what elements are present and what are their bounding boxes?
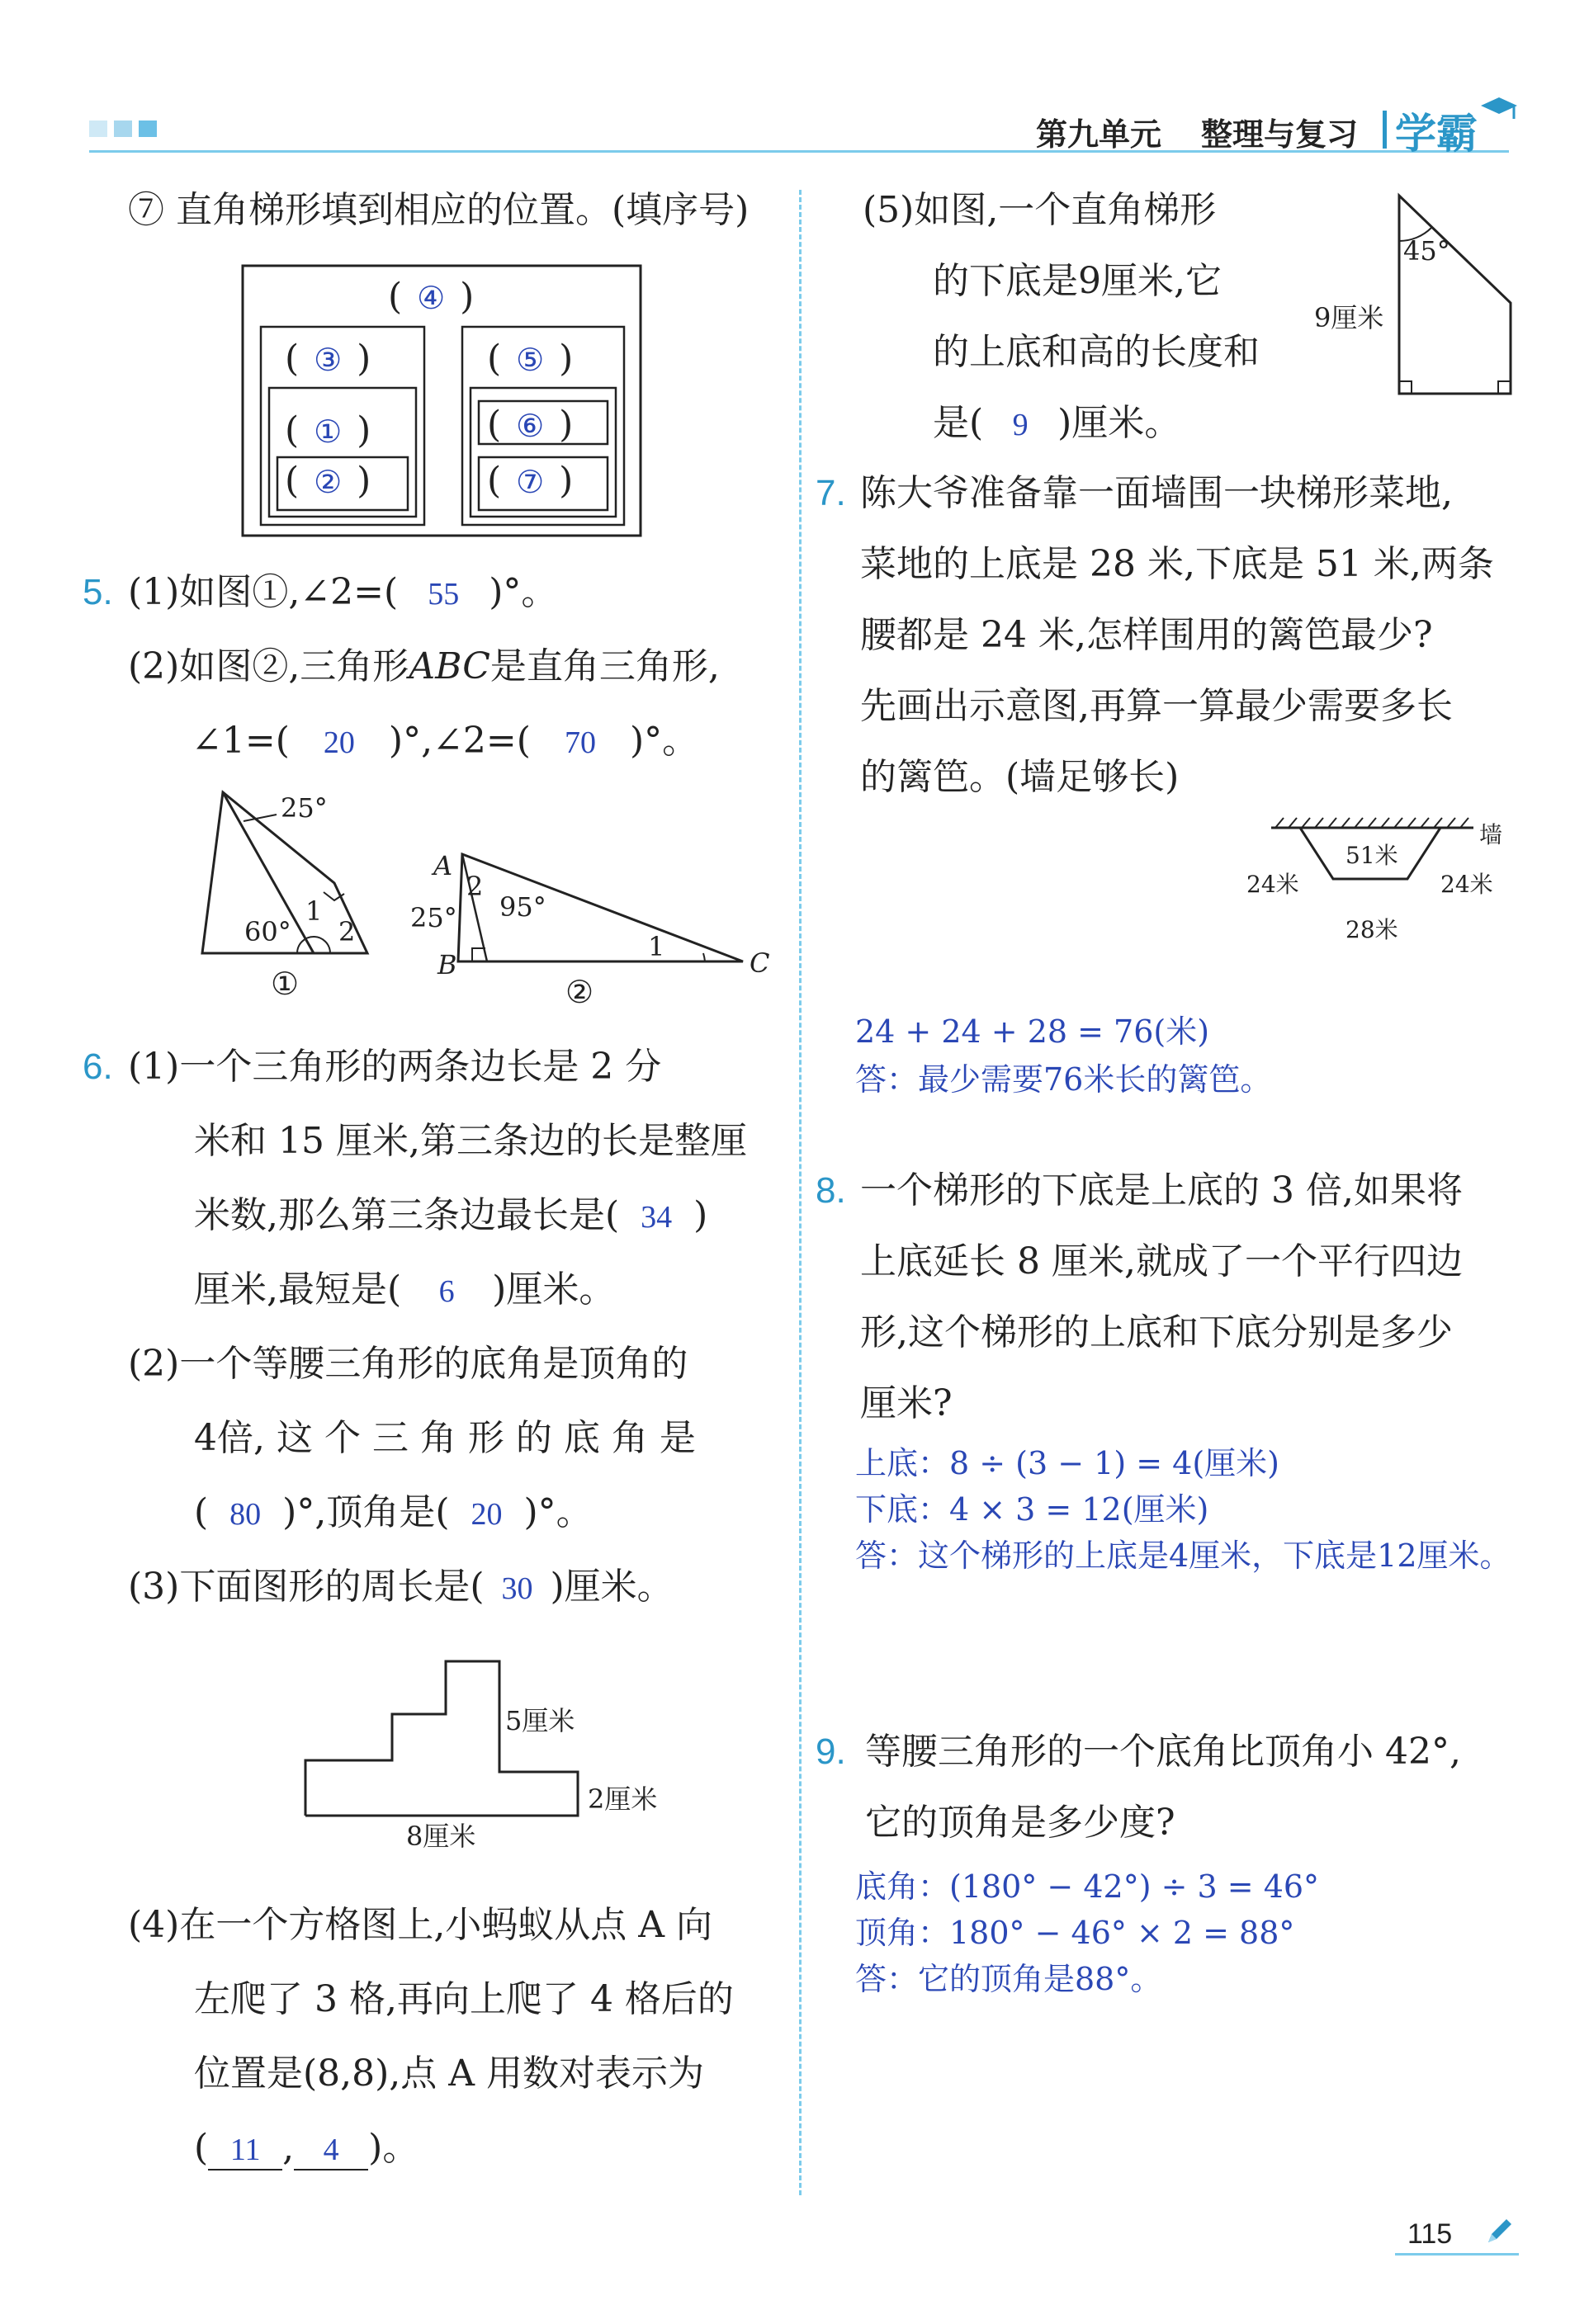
q8-line3: 形,这个梯形的上底和下底分别是多少 bbox=[860, 1311, 1453, 1353]
box-outer-answer: ( ④ ) bbox=[388, 260, 474, 336]
fig2-angle-1: 1 bbox=[648, 931, 665, 962]
q8-solution-3: 答：这个梯形的上底是4厘米，下底是12厘米。 bbox=[855, 1538, 1511, 1574]
q8-solution-1: 上底：8 ÷ (3 − 1) = 4(厘米) bbox=[855, 1445, 1280, 1481]
q6-p2-line1: (2)一个等腰三角形的底角是顶角的 bbox=[128, 1343, 688, 1385]
answer-6: ⑥ bbox=[516, 409, 545, 444]
answer-3: ③ bbox=[314, 343, 343, 378]
box-left-answer: ( ③ ) bbox=[285, 322, 371, 398]
q6-number: 6. bbox=[83, 1046, 113, 1087]
q6-p2-line3: ( 80 )°,顶角是( 20 )°。 bbox=[194, 1491, 593, 1533]
fig2-angle-25: 25° bbox=[410, 902, 457, 933]
q7-prompt: ⑦ 直角梯形填到相应的位置。(填序号) bbox=[128, 189, 750, 231]
q9-solution-3: 答：它的顶角是88°。 bbox=[855, 1961, 1162, 1997]
fig2-vertex-A: A bbox=[433, 850, 453, 881]
box-right-answer: ( ⑤ ) bbox=[487, 322, 573, 398]
q6-p1-line3: 米数,那么第三条边最长是( 34 ) bbox=[194, 1194, 708, 1236]
q8-number: 8. bbox=[816, 1170, 846, 1211]
staircase-label-5: 5厘米 bbox=[505, 1705, 575, 1736]
header-unit: 第九单元 bbox=[1036, 116, 1162, 153]
q5-part1: (1)如图①,∠2=( 55 )°。 bbox=[128, 571, 558, 613]
q9-line2: 它的顶角是多少度? bbox=[865, 1802, 1175, 1844]
q7-number: 7. bbox=[816, 473, 846, 513]
q9-solution-2: 顶角：180° − 46° × 2 = 88° bbox=[855, 1915, 1295, 1951]
answer-5: ⑤ bbox=[516, 343, 545, 378]
q6-p1-line2: 米和 15 厘米,第三条边的长是整厘 bbox=[194, 1120, 747, 1162]
fig1-angle-1: 1 bbox=[305, 895, 323, 927]
q7-line3: 腰都是 24 米,怎样围用的篱笆最少? bbox=[860, 614, 1433, 656]
q8-line2: 上底延长 8 厘米,就成了一个平行四边 bbox=[860, 1240, 1463, 1282]
q8-line1: 一个梯形的下底是上底的 3 倍,如果将 bbox=[860, 1169, 1463, 1212]
fig2-angle-95: 95° bbox=[499, 891, 546, 923]
fig1-angle-25: 25° bbox=[281, 792, 328, 824]
q7-solution-2: 答：最少需要76米长的篱笆。 bbox=[855, 1061, 1272, 1098]
fig1-angle-60: 60° bbox=[244, 916, 291, 947]
q6-p4-line1: (4)在一个方格图上,小蚂蚁从点 A 向 bbox=[128, 1904, 713, 1946]
q6-p1-line1: (1)一个三角形的两条边长是 2 分 bbox=[128, 1046, 662, 1088]
q9-line1: 等腰三角形的一个底角比顶角小 42°, bbox=[865, 1731, 1461, 1773]
graduation-cap-icon bbox=[1478, 92, 1519, 125]
q8-solution-2: 下底：4 × 3 = 12(厘米) bbox=[855, 1491, 1209, 1528]
fig2-vertex-C: C bbox=[750, 947, 770, 979]
answer-1: ① bbox=[314, 415, 343, 450]
q7-line4: 先画出示意图,再算一算最少需要多长 bbox=[860, 685, 1453, 727]
q5-number: 5. bbox=[83, 572, 113, 612]
q65-line3: 的上底和高的长度和 bbox=[933, 331, 1260, 373]
box-left-innermost-answer: ( ② ) bbox=[285, 444, 371, 520]
fence-left-label: 24米 bbox=[1246, 871, 1299, 898]
q6-p4-line4: ( 11 , 4 )。 bbox=[194, 2127, 419, 2169]
q9-number: 9. bbox=[816, 1731, 846, 1772]
q7-line5: 的篱笆。(墙足够长) bbox=[860, 756, 1180, 798]
fence-top-label: 51米 bbox=[1345, 842, 1398, 869]
fig2-vertex-B: B bbox=[437, 949, 457, 980]
q65-line1: (5)如图,一个直角梯形 bbox=[863, 189, 1217, 231]
q7-line1: 陈大爷准备靠一面墙围一块梯形菜地, bbox=[860, 472, 1453, 514]
pencil-icon bbox=[1482, 2216, 1515, 2249]
fig1-label: ① bbox=[271, 966, 300, 1002]
box-left-inner-answer: ( ① ) bbox=[285, 394, 371, 470]
answer-7: ⑦ bbox=[516, 465, 545, 500]
fence-wall-label: 墙 bbox=[1479, 821, 1503, 848]
answer-2: ② bbox=[314, 465, 343, 500]
trapezoid-length: 9厘米 bbox=[1314, 302, 1384, 333]
q9-solution-1: 底角：(180° − 42°) ÷ 3 = 46° bbox=[855, 1868, 1320, 1905]
fig2-label: ② bbox=[565, 974, 594, 1010]
q7-line2: 菜地的上底是 28 米,下底是 51 米,两条 bbox=[860, 543, 1494, 585]
page-number: 115 bbox=[1407, 2218, 1453, 2250]
q5-part2-line1: (2)如图②,三角形ABC是直角三角形, bbox=[128, 645, 720, 687]
q6-p1-line4: 厘米,最短是( 6 )厘米。 bbox=[194, 1268, 616, 1311]
q65-line2: 的下底是9厘米,它 bbox=[933, 260, 1222, 302]
trapezoid-angle-45: 45° bbox=[1403, 235, 1450, 267]
q6-p4-line2: 左爬了 3 格,再向上爬了 4 格后的 bbox=[194, 1978, 734, 2020]
staircase-label-2: 2厘米 bbox=[588, 1783, 658, 1815]
brand-logo: 学霸 bbox=[1395, 110, 1478, 158]
q6-p4-line3: 位置是(8,8),点 A 用数对表示为 bbox=[194, 2052, 705, 2095]
staircase-label-8: 8厘米 bbox=[406, 1821, 476, 1852]
fig2-angle-2: 2 bbox=[466, 871, 484, 902]
box-right-inner-answer: ( ⑥ ) bbox=[487, 388, 573, 464]
right-trapezoid-figure bbox=[1395, 191, 1515, 398]
header-decor bbox=[89, 120, 180, 137]
box-right-innermost-answer: ( ⑦ ) bbox=[487, 444, 573, 520]
fence-right-label: 24米 bbox=[1440, 871, 1493, 898]
q5-part2-line2: ∠1=( 20 )°,∠2=( 70 )°。 bbox=[192, 720, 699, 762]
q7-solution-1: 24 + 24 + 28 = 76(米) bbox=[855, 1013, 1210, 1050]
triangle-figure-2 bbox=[454, 850, 751, 966]
q6-p2-line2: 4倍, 这 个 三 角 形 的 底 角 是 bbox=[194, 1417, 696, 1459]
footer-rule bbox=[1395, 2253, 1519, 2256]
header-title: 整理与复习 bbox=[1201, 116, 1359, 153]
q65-line4: 是( 9 )厘米。 bbox=[933, 402, 1181, 444]
fence-bottom-label: 28米 bbox=[1345, 916, 1398, 943]
brand-divider bbox=[1383, 111, 1387, 149]
fig1-angle-2: 2 bbox=[338, 916, 356, 947]
q8-line4: 厘米? bbox=[860, 1382, 953, 1424]
q6-p3: (3)下面图形的周长是( 30 )厘米。 bbox=[128, 1566, 674, 1608]
answer-4: ④ bbox=[417, 281, 446, 316]
column-divider bbox=[799, 190, 802, 2195]
